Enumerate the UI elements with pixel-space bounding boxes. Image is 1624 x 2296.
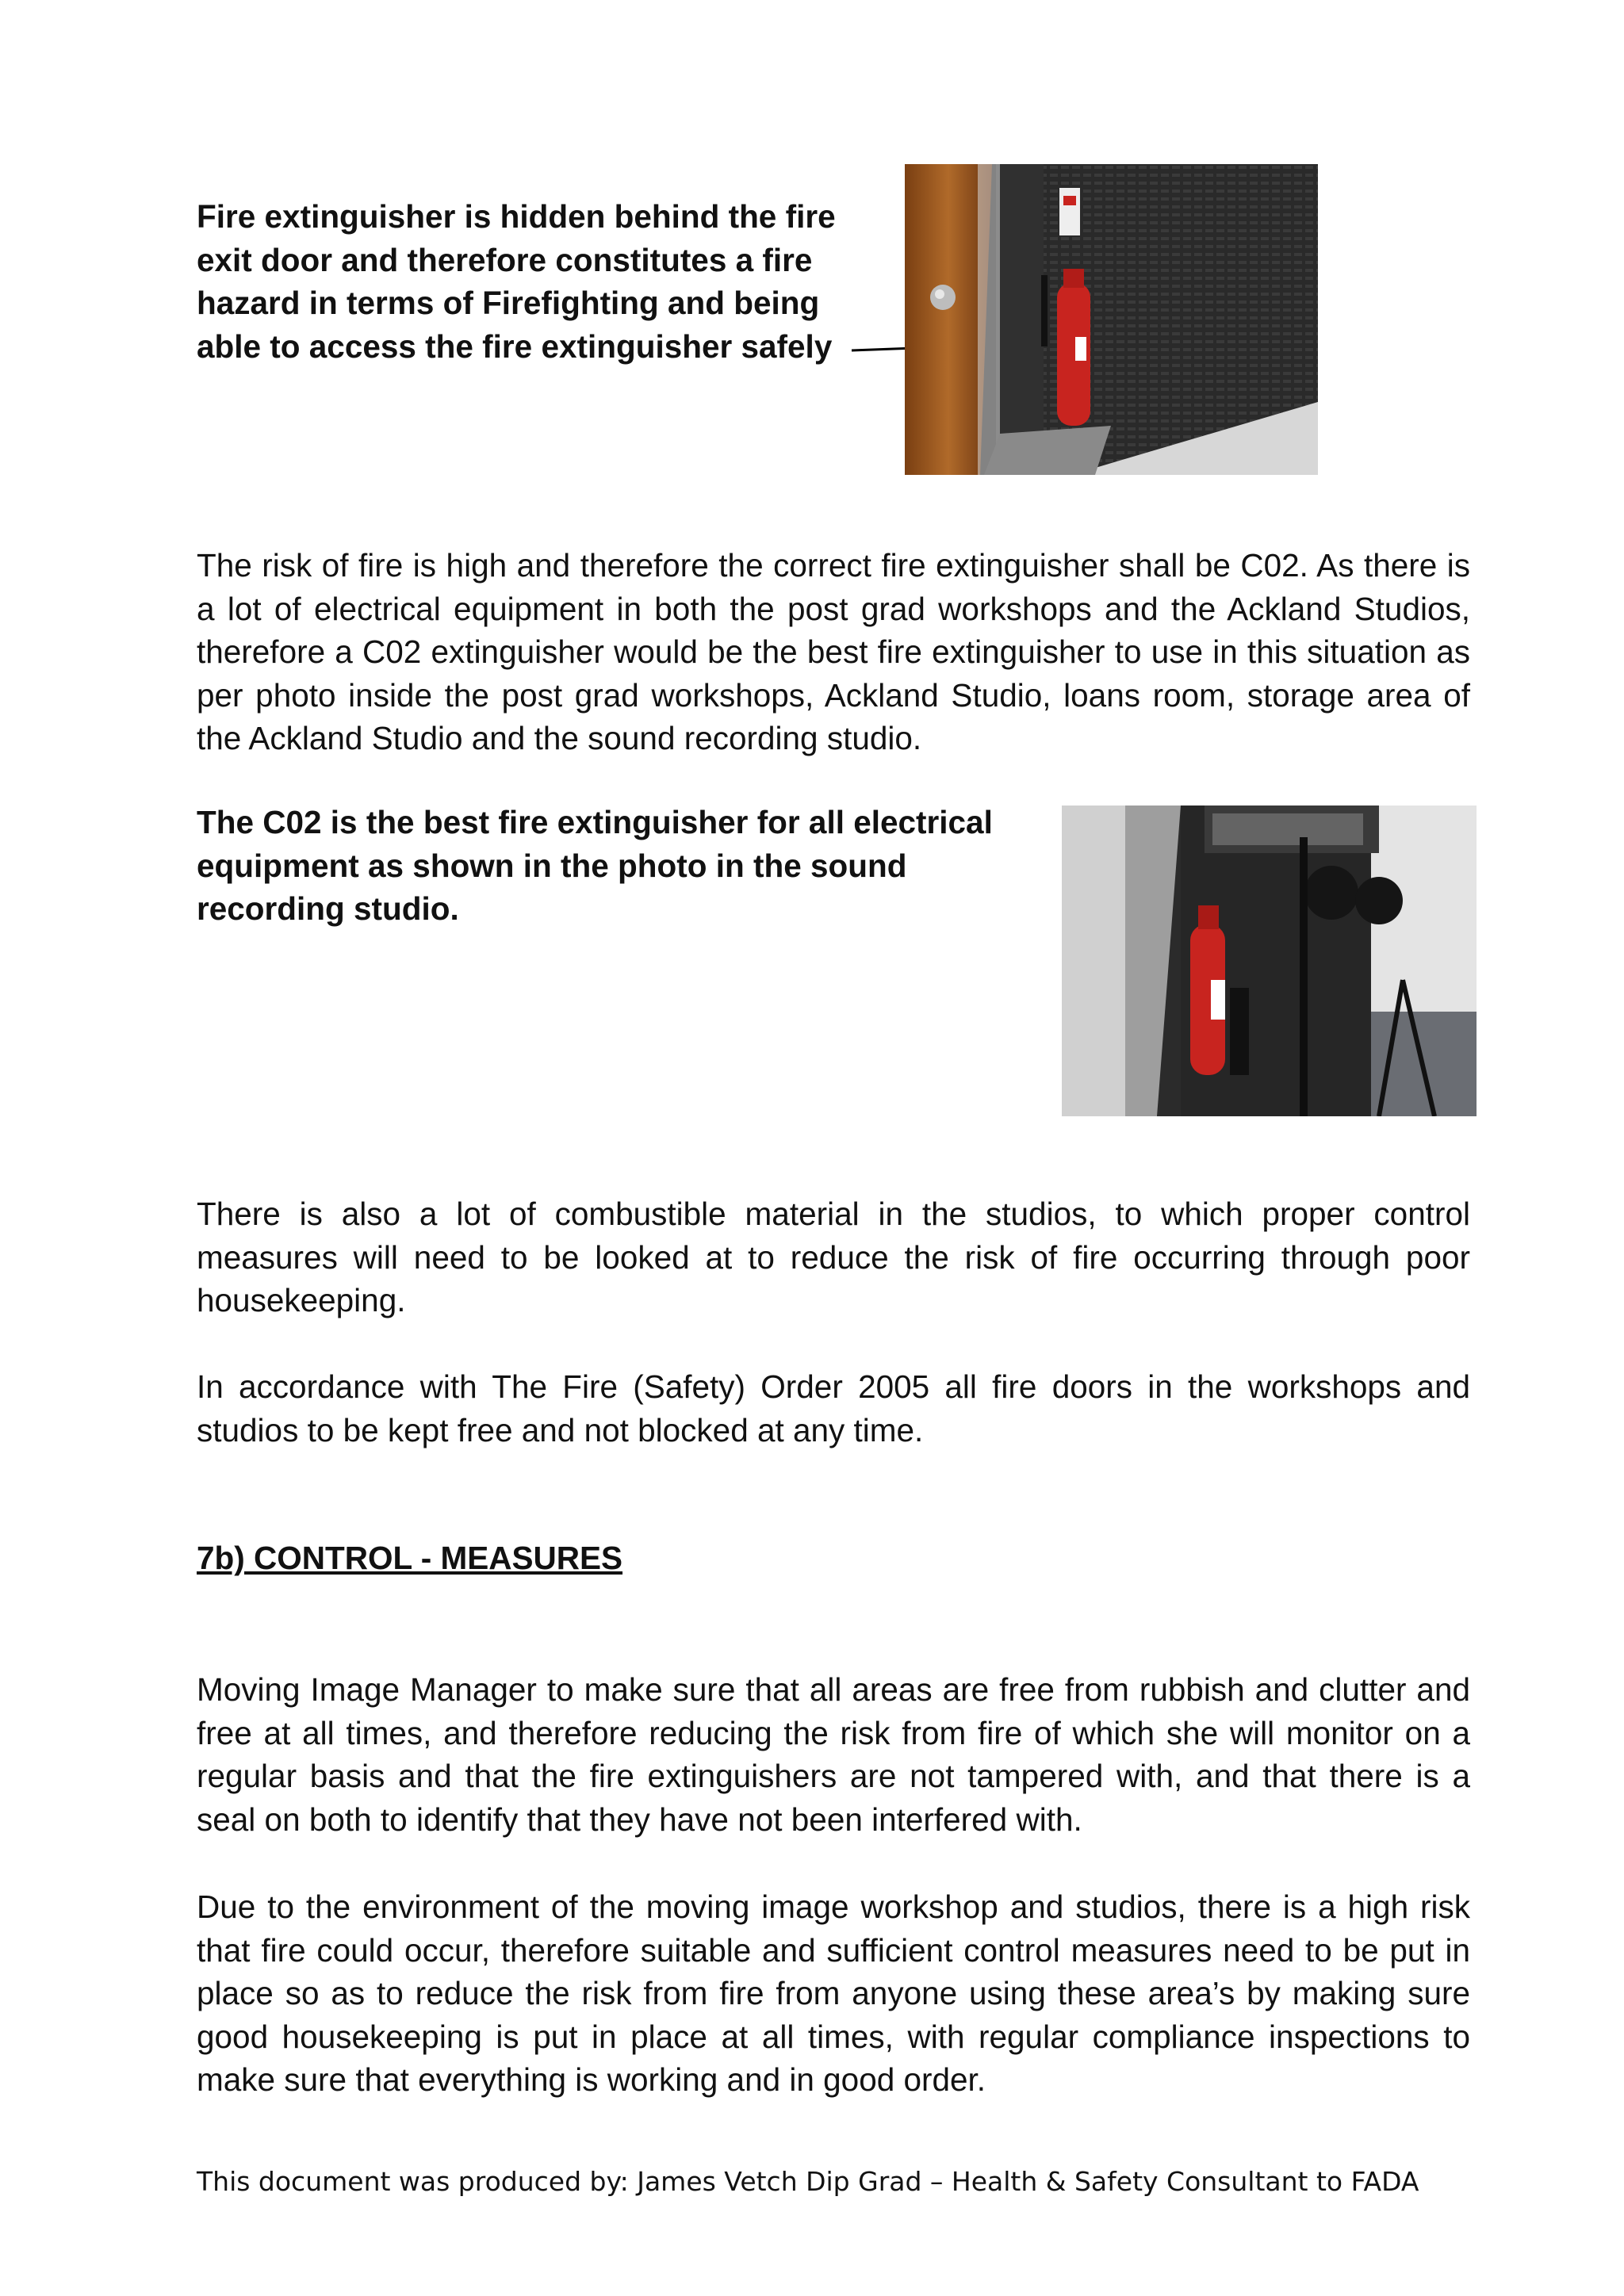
manager-text: Moving Image Manager to make sure that all areas are free from rubbish and clutter and free at all times, and therefore reducing the risk from fire of which she will monitor on a regular basis and that the fire extinguishers are not tampered with, and that there is a seal on both to identify that they have not been interfered with. xyxy=(197,1671,1470,1838)
photo-extinguisher-behind-door xyxy=(905,164,1318,475)
sound-studio-image xyxy=(1062,806,1477,1116)
paragraph-fire-safety-order xyxy=(197,1365,1470,1452)
environment-text: Due to the environment of the moving image workshop and studios, there is a high risk that fire could occur, therefore suitable and sufficient control measures need to be put in place so as to reduce the risk from fire from anyone using these area’s by making sure good housekeeping is put in place at all times, with regular compliance inspections to make sure that everything is working and in good order. xyxy=(197,1888,1470,2098)
paragraph-combustible xyxy=(197,1192,1470,1322)
caption-text: Fire extinguisher is hidden behind the fire exit door and therefore constitutes a fire hazard in terms of Firefighting and being able to access the fire extinguisher safely xyxy=(197,198,836,365)
risk-of-fire-text: The risk of fire is high and therefore the correct fire extinguisher shall be C02. As there is a lot of electrical equipment in both the post grad workshops and the Ackland Studios, therefore a C02 extinguisher would be the best fire extinguisher to use in this situation as per photo inside the post grad workshops, Ackland Studio, loans room, storage area of the Ackland Studio and the sound recording studio. xyxy=(197,547,1470,756)
section-heading-7b xyxy=(197,1540,1470,1577)
extinguisher-door-image xyxy=(905,164,1318,475)
c02-caption-text: The C02 is the best fire extinguisher for all electrical equipment as shown in the photo in the sound recording studio. xyxy=(197,804,993,927)
heading-7b-text: 7b) CONTROL - MEASURES xyxy=(197,1540,623,1576)
caption-c02-best xyxy=(197,801,1037,931)
document-footer: This document was produced by: James Vetch Dip Grad – Health & Safety Consultant to FADA xyxy=(197,2166,1419,2197)
paragraph-risk-of-fire xyxy=(197,544,1470,760)
caption-hidden-extinguisher xyxy=(197,195,871,368)
fire-safety-order-text: In accordance with The Fire (Safety) Order 2005 all fire doors in the workshops and studios to be kept free and not blocked at any time. xyxy=(197,1368,1470,1448)
paragraph-environment xyxy=(197,1885,1470,2102)
combustible-text: There is also a lot of combustible material in the studios, to which proper control measures will need to be looked at to reduce the risk of fire occurring through poor housekeeping. xyxy=(197,1196,1470,1318)
paragraph-manager xyxy=(197,1668,1470,1841)
photo-sound-studio-extinguisher xyxy=(1062,806,1477,1116)
